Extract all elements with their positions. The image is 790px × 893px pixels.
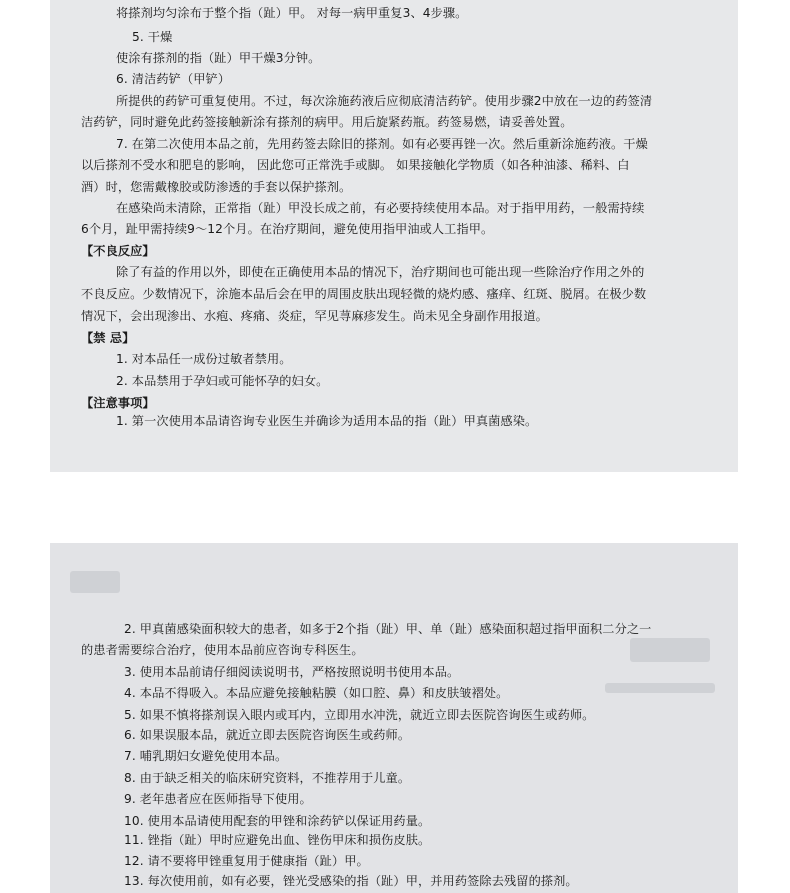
top-line-12: 【不良反应】 xyxy=(81,244,155,258)
top-line-8: 以后搽剂不受水和肥皂的影响， 因此您可正常洗手或脚。 如果接触化学物质（如各种油漆、稀料、白 xyxy=(81,158,630,172)
bottom-line-3: 3. 使用本品前请仔细阅读说明书，严格按照说明书使用本品。 xyxy=(124,665,460,679)
bottom-line-9: 9. 老年患者应在医师指导下使用。 xyxy=(124,792,312,806)
bottom-line-11: 11. 锉指（趾）甲时应避免出血、锉伤甲床和损伤皮肤。 xyxy=(124,833,431,847)
bottom-line-4: 4. 本品不得吸入。本品应避免接触粘膜（如口腔、鼻）和皮肤皱褶处。 xyxy=(124,686,509,700)
top-line-13: 除了有益的作用以外，即使在正确使用本品的情况下，治疗期间也可能出现一些除治疗作用之外的 xyxy=(116,265,645,279)
bottom-line-1: 2. 甲真菌感染面积较大的患者，如多于2个指（趾）甲、单（趾）感染面积超过指甲面积二分之一 xyxy=(124,622,652,636)
top-line-16: 【禁 忌】 xyxy=(81,331,135,345)
bleed-through-mark xyxy=(70,571,120,593)
bottom-line-5: 5. 如果不慎将搽剂误入眼内或耳内，立即用水冲洗，就近立即去医院咨询医生或药师。 xyxy=(124,708,595,722)
bottom-line-6: 6. 如果误服本品，就近立即去医院咨询医生或药师。 xyxy=(124,728,411,742)
top-line-15: 情况下，会出现渗出、水疱、疼痛、炎症，罕见荨麻疹发生。尚未见全身副作用报道。 xyxy=(81,309,548,323)
top-line-19: 【注意事项】 xyxy=(81,396,155,410)
top-line-11: 6个月，趾甲需持续9～12个月。在治疗期间，避免使用指甲油或人工指甲。 xyxy=(81,222,494,236)
top-line-6: 洁药铲，同时避免此药签接触新涂有搽剂的病甲。用后旋紧药瓶。药签易燃，请妥善处置。 xyxy=(81,115,573,129)
top-line-14: 不良反应。少数情况下，涂施本品后会在甲的周围皮肤出现轻微的烧灼感、瘙痒、红斑、脱屑。在极少数 xyxy=(81,287,647,301)
top-line-3: 使涂有搽剂的指（趾）甲干燥3分钟。 xyxy=(116,51,321,65)
bottom-line-12: 12. 请不要将甲锉重复用于健康指（趾）甲。 xyxy=(124,854,369,868)
top-line-9: 酒）时，您需戴橡胶或防渗透的手套以保护搽剂。 xyxy=(81,180,352,194)
top-line-20: 1. 第一次使用本品请咨询专业医生并确诊为适用本品的指（趾）甲真菌感染。 xyxy=(116,414,538,428)
bottom-line-8: 8. 由于缺乏相关的临床研究资料，不推荐用于儿童。 xyxy=(124,771,411,785)
bottom-line-13: 13. 每次使用前，如有必要，锉光受感染的指（趾）甲，并用药签除去残留的搽剂。 xyxy=(124,874,578,888)
top-line-4: 6. 清洁药铲（甲铲） xyxy=(116,72,231,86)
top-line-18: 2. 本品禁用于孕妇或可能怀孕的妇女。 xyxy=(116,374,329,388)
bottom-line-2: 的患者需要综合治疗，使用本品前应咨询专科医生。 xyxy=(81,643,364,657)
top-line-2: 5. 干燥 xyxy=(132,30,173,44)
top-line-5: 所提供的药铲可重复使用。不过，每次涂施药液后应彻底清洁药铲。使用步骤2中放在一边的药签清 xyxy=(116,94,653,108)
bleed-through-mark xyxy=(605,683,715,693)
bottom-line-10: 10. 使用本品请使用配套的甲锉和涂药铲以保证用药量。 xyxy=(124,814,431,828)
top-line-1: 将搽剂均匀涂布于整个指（趾）甲。 对每一病甲重复3、4步骤。 xyxy=(116,6,468,20)
top-line-10: 在感染尚未清除，正常指（趾）甲没长成之前，有必要持续使用本品。对于指甲用药，一般需持续 xyxy=(116,201,645,215)
bleed-through-mark xyxy=(630,638,710,662)
bottom-line-7: 7. 哺乳期妇女避免使用本品。 xyxy=(124,749,288,763)
top-line-7: 7. 在第二次使用本品之前，先用药签去除旧的搽剂。如有必要再锉一次。然后重新涂施药液。干燥 xyxy=(116,137,648,151)
top-line-17: 1. 对本品任一成份过敏者禁用。 xyxy=(116,352,292,366)
